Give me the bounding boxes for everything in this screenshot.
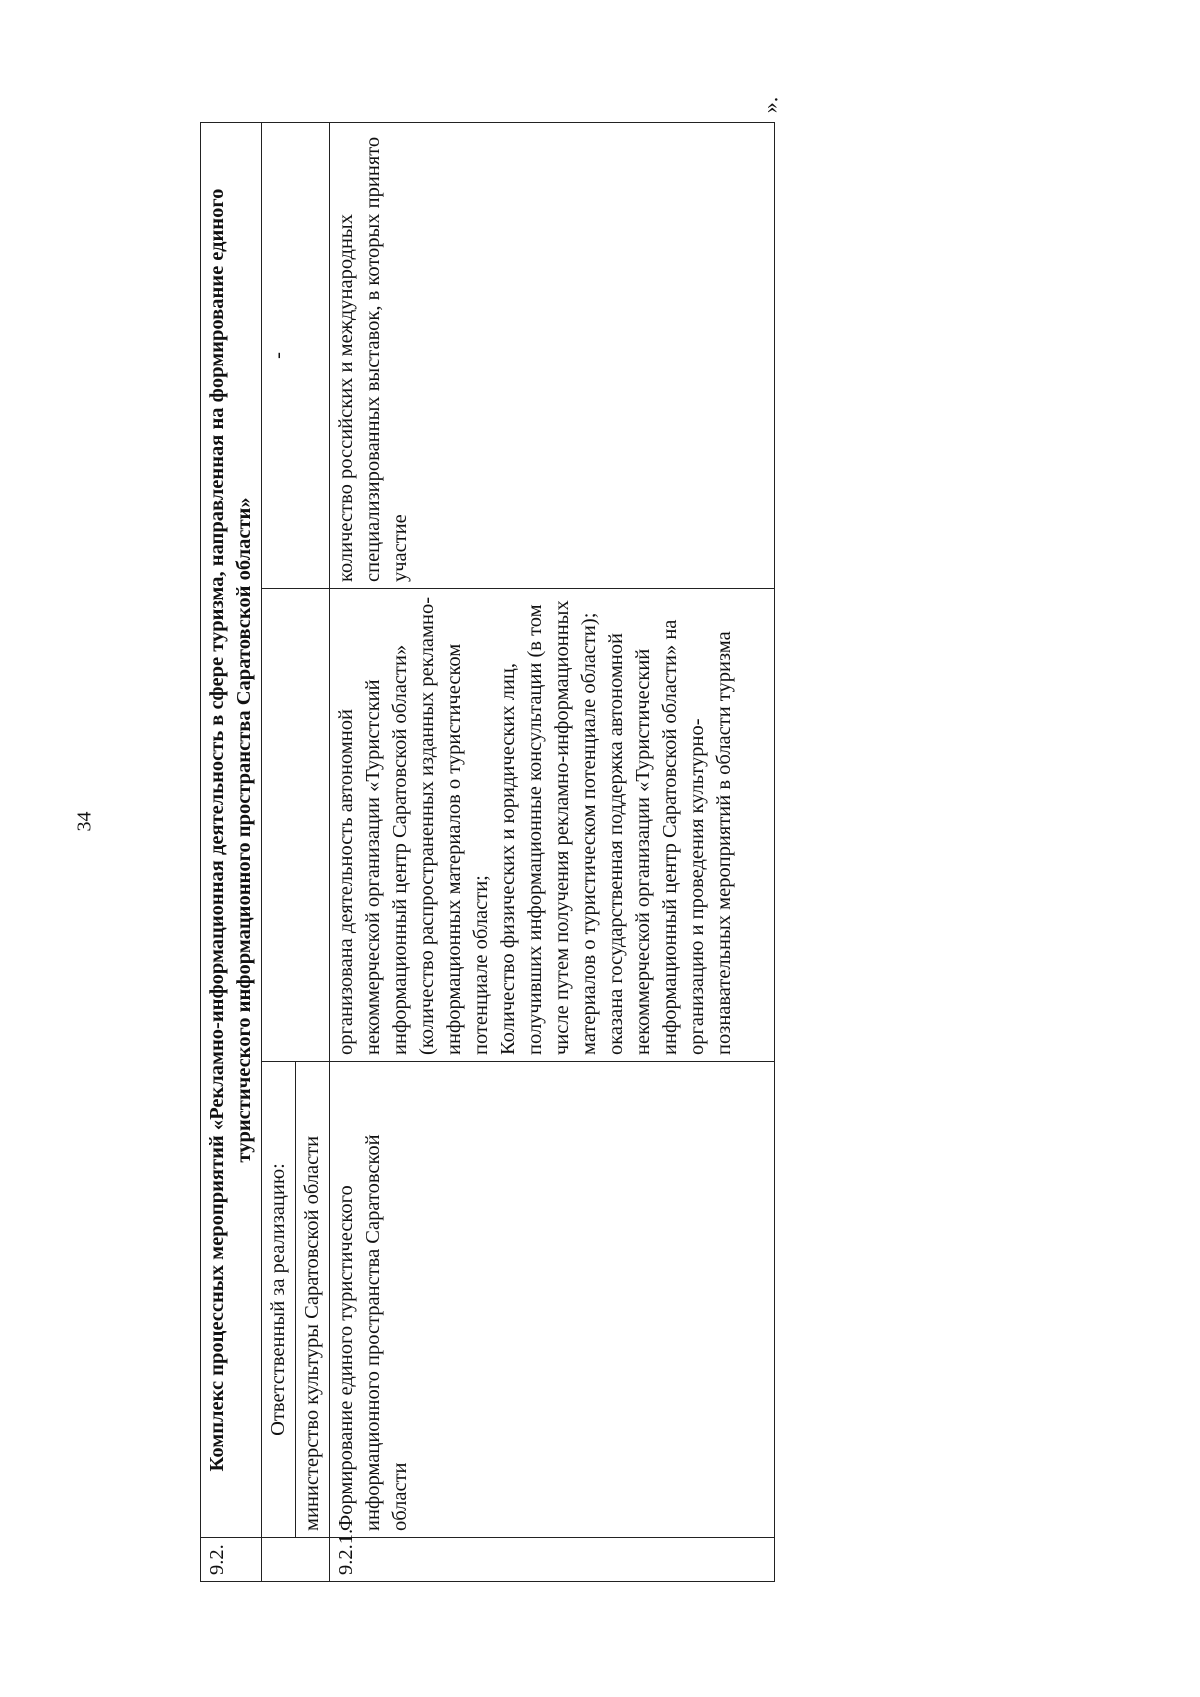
rotated-table-container (200, 122, 790, 1582)
task-cell: Формирование единого туристического информационного пространства Саратовской области (330, 1062, 775, 1538)
responsible-value: министерство культуры Саратовской области (296, 1062, 330, 1538)
program-table (200, 122, 775, 1582)
result-item: Количество физических и юридических лиц, получивших информационные консультации (в том числе путем получения рекламно-информационных материалов о туристическом потенциале области); (497, 600, 600, 1055)
responsible-label: Ответственный за реализацию: (262, 1062, 296, 1538)
result-item: оказана государственная поддержка автономной некоммерческой организации «Туристический информационный центр Саратовской области» на организацию и проведения культурно-познавательных мероприятий в области туризма (605, 619, 735, 1055)
empty-results-cell (262, 589, 330, 1062)
indicator-cell: количество российских и международных специализированных выставок, в которых принято участие (330, 123, 775, 589)
page-number: 34 (73, 811, 96, 832)
empty-number-cell (262, 1538, 330, 1582)
closing-quote-mark: ». (757, 96, 783, 114)
section-header-row (201, 123, 262, 1582)
row-number: 9.2.1. (330, 1538, 775, 1582)
section-number: 9.2. (201, 1538, 262, 1582)
result-item: организована деятельность автономной некоммерческой организации «Туристский информационный центр Саратовской области» (количество распространенных изданных рекламно-информационных материалов о туристическом потенциале области; (335, 596, 492, 1055)
responsible-dash: - (262, 123, 330, 589)
results-cell (330, 589, 775, 1062)
responsible-label-row (262, 123, 296, 1582)
table-row (330, 123, 775, 1582)
section-title: Комплекс процессных мероприятий «Рекламно-информационная деятельность в сфере туризма, направленная на формирование единого туристического информационного пространства Саратовской области» (201, 123, 262, 1538)
